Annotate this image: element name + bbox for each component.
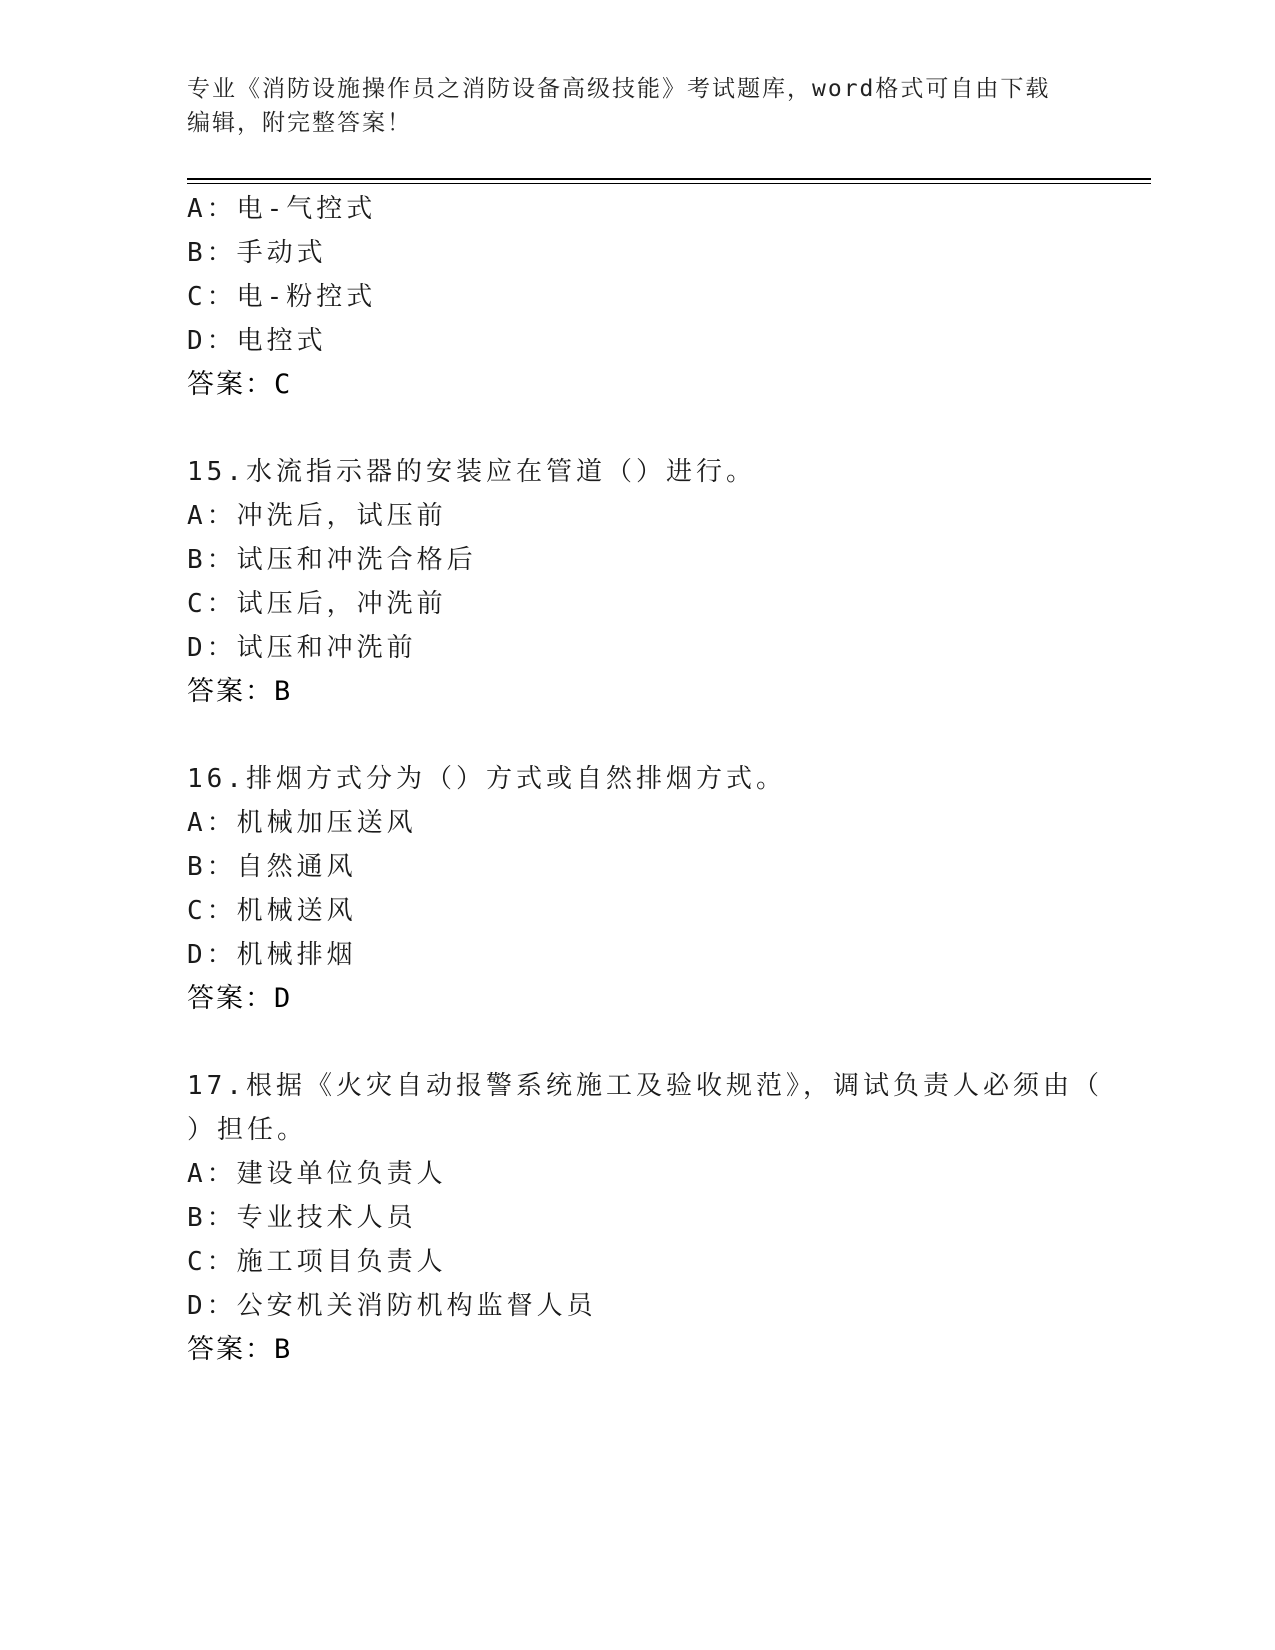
option-a: A：机械加压送风 [187,808,417,838]
option-b: B：试压和冲洗合格后 [187,545,477,575]
document-header: 专业《消防设施操作员之消防设备高级技能》考试题库，word格式可自由下载编辑，附完整答案！ [187,76,1051,136]
option-a: A：建设单位负责人 [187,1159,447,1189]
question-stem: 16.排烟方式分为（）方式或自然排烟方式。 [187,764,786,794]
answer: 答案：B [187,676,293,707]
answer: 答案：B [187,1334,293,1365]
option-b: B：自然通风 [187,852,357,882]
header-divider [187,178,1151,180]
header-divider-thin [187,183,1151,184]
option-b: B：手动式 [187,238,327,268]
option-a: A：电-气控式 [187,194,377,224]
option-c: C：电-粉控式 [187,282,377,312]
option-a: A：冲洗后，试压前 [187,501,447,531]
question-stem: 15.水流指示器的安装应在管道（）进行。 [187,457,756,487]
option-c: C：施工项目负责人 [187,1247,447,1277]
option-d: D：公安机关消防机构监督人员 [187,1291,597,1321]
answer: 答案：D [187,983,293,1014]
answer: 答案：C [187,369,293,400]
option-c: C：机械送风 [187,896,357,926]
question-stem: 17.根据《火灾自动报警系统施工及验收规范》，调试负责人必须由（ [187,1071,1103,1101]
option-d: D：试压和冲洗前 [187,633,417,663]
option-d: D：电控式 [187,326,327,356]
option-d: D：机械排烟 [187,940,357,970]
option-b: B：专业技术人员 [187,1203,417,1233]
option-c: C：试压后，冲洗前 [187,589,447,619]
question-stem-continuation: ）担任。 [187,1115,308,1145]
